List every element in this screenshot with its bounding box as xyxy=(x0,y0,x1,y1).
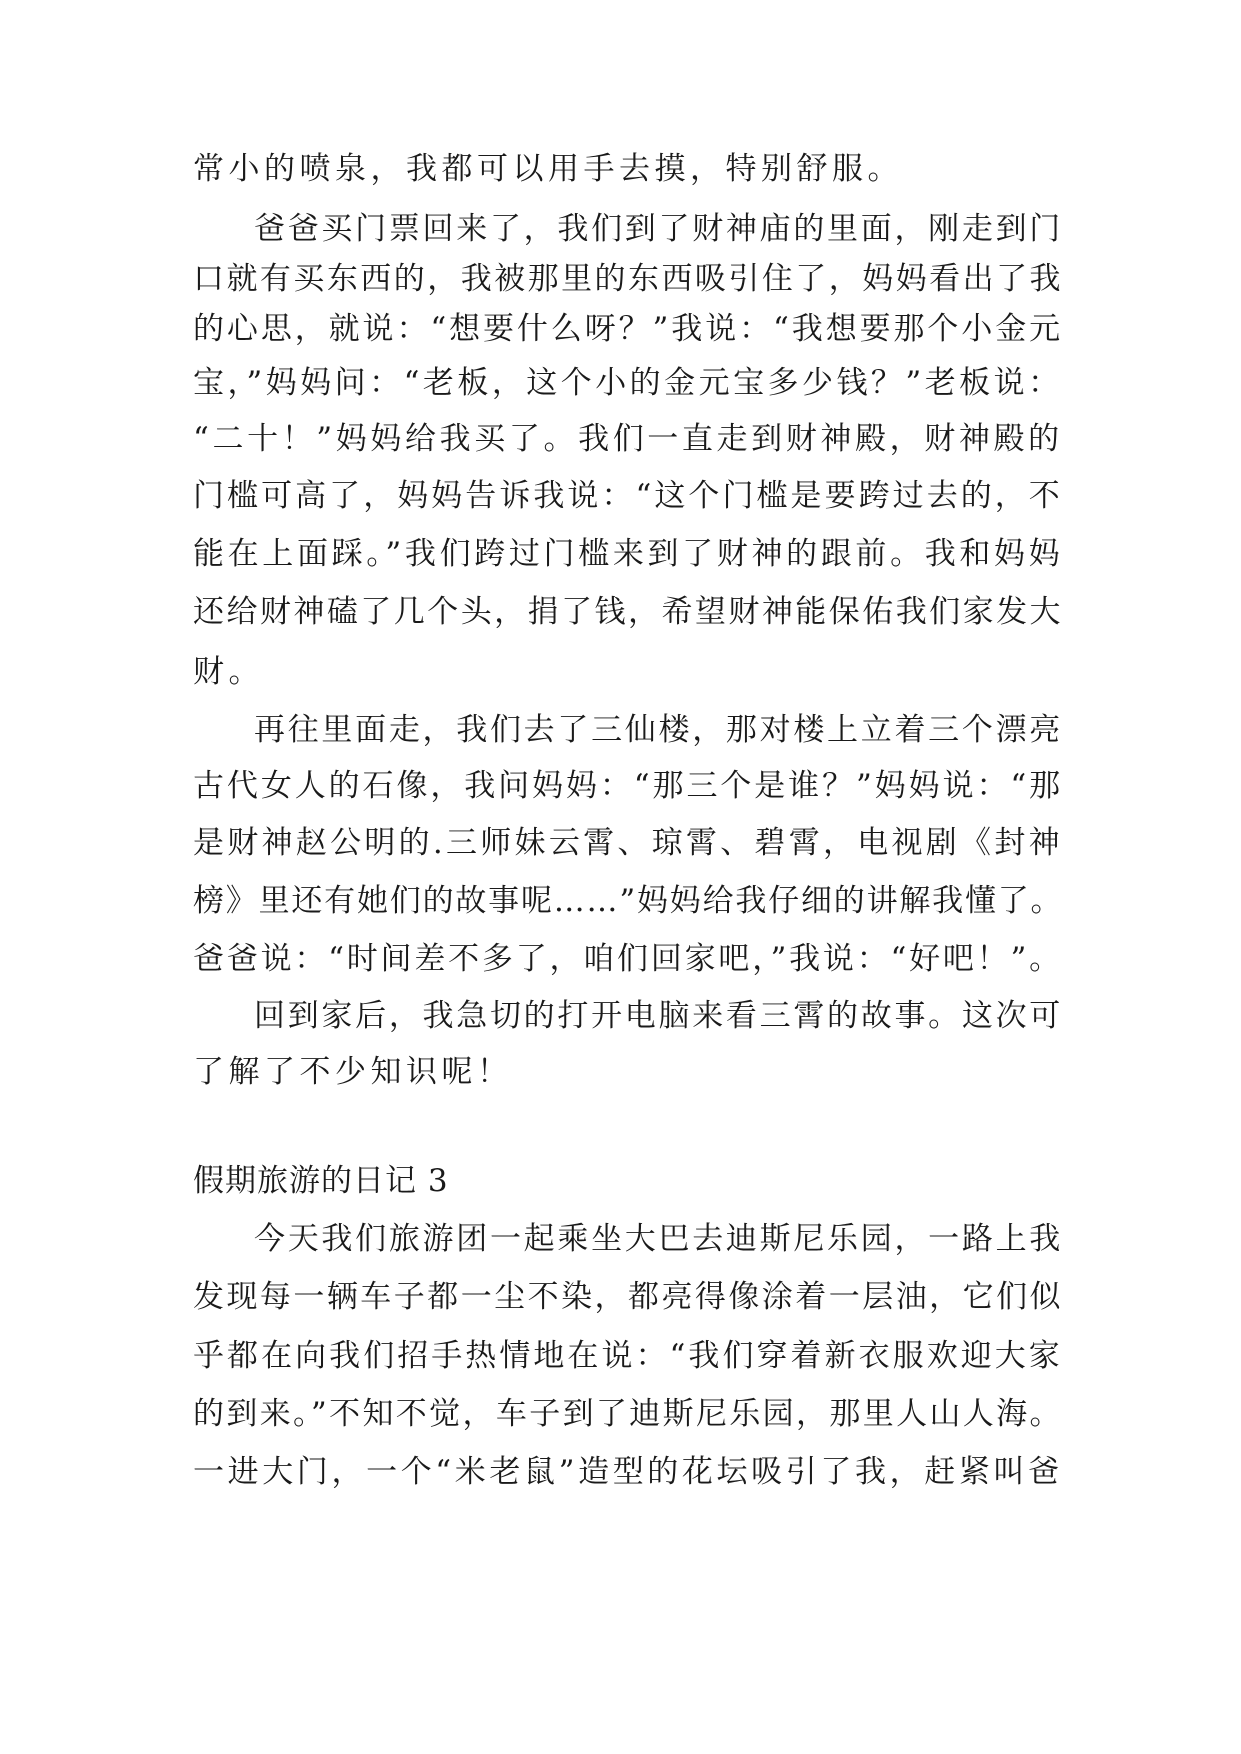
section-heading: 假期旅游的日记 3 xyxy=(193,1163,449,1199)
text-line: 古代女人的石像，我问妈妈：“那三个是谁？”妈妈说：“那 xyxy=(193,768,1064,804)
text-line: 榜》里还有她们的故事呢……”妈妈给我仔细的讲解我懂了。 xyxy=(193,883,1064,919)
text-line: “二十！”妈妈给我买了。我们一直走到财神殿，财神殿的 xyxy=(193,421,1063,457)
text-line: 的到来。”不知不觉，车子到了迪斯尼乐园，那里人山人海。 xyxy=(193,1396,1063,1432)
text-line: 是财神赵公明的.三师妹云霄、琼霄、碧霄，电视剧《封神 xyxy=(193,825,1063,861)
text-line: 门槛可高了，妈妈告诉我说：“这个门槛是要跨过去的，不 xyxy=(193,478,1063,514)
text-line: 财。 xyxy=(193,654,264,690)
text-line: 一进大门，一个“米老鼠”造型的花坛吸引了我，赶紧叫爸 xyxy=(193,1454,1063,1490)
text-line: 口就有买东西的，我被那里的东西吸引住了，妈妈看出了我 xyxy=(193,261,1063,297)
text-line: 今天我们旅游团一起乘坐大巴去迪斯尼乐园，一路上我 xyxy=(254,1221,1063,1257)
text-line: 发现每一辆车子都一尘不染，都亮得像涂着一层油，它们似 xyxy=(193,1279,1063,1315)
text-line: 宝，”妈妈问：“老板，这个小的金元宝多少钱？”老板说： xyxy=(193,365,1063,401)
text-line: 再往里面走，我们去了三仙楼，那对楼上立着三个漂亮 xyxy=(254,712,1063,748)
text-line: 能在上面踩。”我们跨过门槛来到了财神的跟前。我和妈妈 xyxy=(193,536,1064,572)
text-line: 爸爸买门票回来了，我们到了财神庙的里面，刚走到门 xyxy=(254,211,1063,247)
text-line: 常小的喷泉，我都可以用手去摸，特别舒服。 xyxy=(193,151,903,187)
text-line: 还给财神磕了几个头，捐了钱，希望财神能保佑我们家发大 xyxy=(193,594,1063,630)
text-line: 的心思，就说：“想要什么呀？”我说：“我想要那个小金元 xyxy=(193,311,1064,347)
text-line: 了解了不少知识呢！ xyxy=(193,1054,513,1090)
text-line: 回到家后，我急切的打开电脑来看三霄的故事。这次可 xyxy=(254,998,1063,1034)
text-line: 爸爸说：“时间差不多了，咱们回家吧，”我说：“好吧！”。 xyxy=(193,941,1063,977)
text-line: 乎都在向我们招手热情地在说：“我们穿着新衣服欢迎大家 xyxy=(193,1338,1063,1374)
